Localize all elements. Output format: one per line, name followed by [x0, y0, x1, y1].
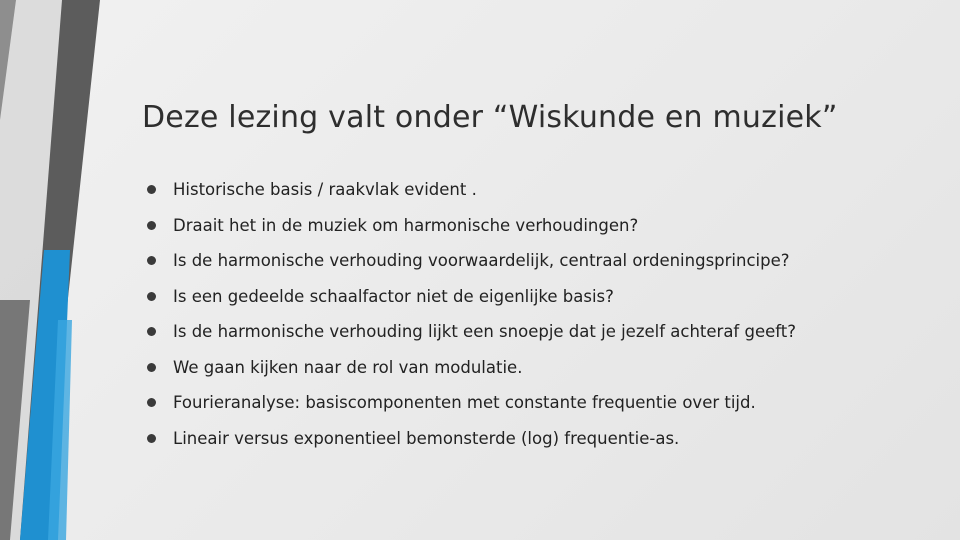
list-item — [147, 243, 937, 279]
bullet-text: Is de harmonische verhouding lijkt een snoepje dat je jezelf achteraf geeft? — [173, 322, 797, 342]
list-item — [147, 172, 937, 208]
list-item — [147, 279, 937, 315]
slide-title: Deze lezing valt onder “Wiskunde en muziek” — [142, 100, 838, 135]
bullet-text: Is de harmonische verhouding voorwaardelijk, centraal ordeningsprincipe? — [173, 251, 790, 271]
bullet-text: Lineair versus exponentieel bemonsterde (log) frequentie-as. — [173, 428, 680, 448]
list-item — [147, 314, 937, 350]
bullet-text: Historische basis / raakvlak evident . — [173, 180, 477, 200]
bullet-icon — [147, 292, 156, 301]
bullet-text: Is een gedeelde schaalfactor niet de eigenlijke basis? — [173, 286, 614, 306]
bullet-text: We gaan kijken naar de rol van modulatie. — [173, 357, 523, 377]
bullet-icon — [147, 363, 156, 372]
bullet-text: Draait het in de muziek om harmonische verhoudingen? — [173, 215, 639, 235]
bullet-icon — [147, 398, 156, 407]
bullet-text: Fourieranalyse: basiscomponenten met constante frequentie over tijd. — [173, 393, 756, 413]
bullet-icon — [147, 185, 156, 194]
bullet-list — [147, 172, 937, 456]
bullet-icon — [147, 221, 156, 230]
bullet-icon — [147, 434, 156, 443]
list-item — [147, 208, 937, 244]
bullet-icon — [147, 327, 156, 336]
list-item — [147, 385, 937, 421]
list-item — [147, 421, 937, 457]
list-item — [147, 350, 937, 386]
bullet-icon — [147, 256, 156, 265]
